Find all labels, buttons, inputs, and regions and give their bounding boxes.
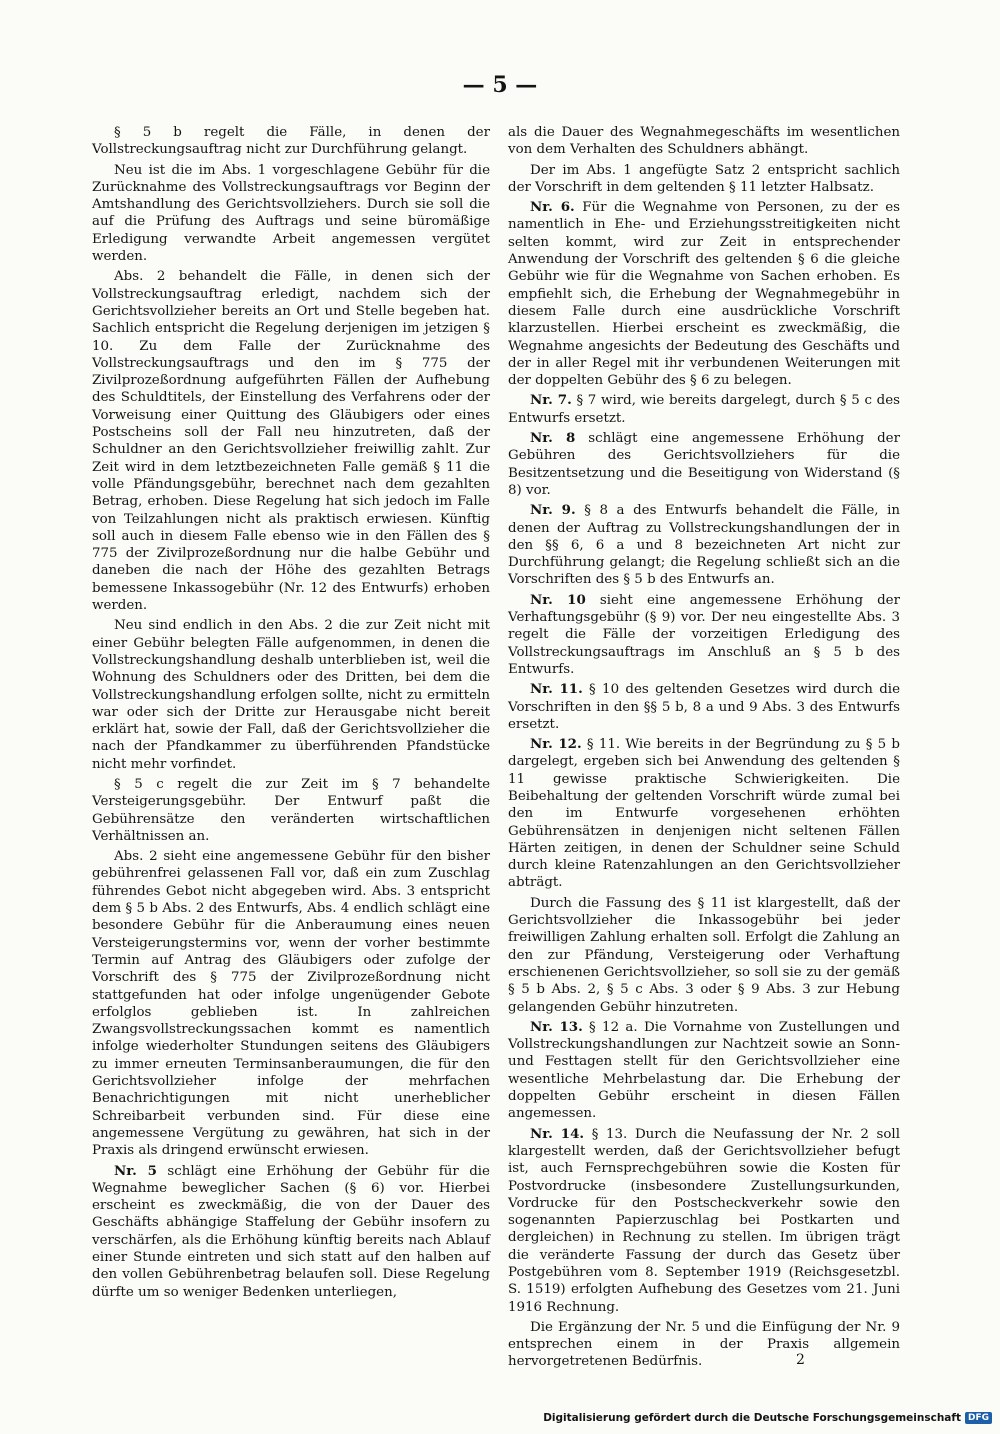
paragraph-nr10 — [508, 592, 900, 678]
paragraph-nr14 — [508, 1126, 900, 1316]
footer-credit — [543, 1412, 992, 1424]
dfg-logo: DFG — [965, 1412, 992, 1424]
paragraph-continuation: als die Dauer des Wegnahmegeschäfts im wesentlichen von dem Verhalten des Schuldners abhängt. — [508, 125, 900, 158]
item-text: § 13. Durch die Neufassung der Nr. 2 soll klargestellt werden, daß der Gerichtsvollzieher befugt ist, auch Fernsprechgebühren sowie die Kosten für Postvordrucke (insbesondere Zustellungsurkunden, Vordrucke für den Postscheckverkehr sowie den sogenannten Papierzuschlag bei Postkarten und dergleichen) in Rechnung zu stellen. Im übrigen trägt die veränderte Fassung der durch das Gesetz über Postgebühren vom 8. September 1919 (Reichsgesetzbl. S. 1519) erfolgten Aufhebung des Gesetzes vom 21. Juni 1916 Rechnung. — [508, 1126, 900, 1315]
paragraph-5c: § 5 c regelt die zur Zeit im § 7 behandelte Versteigerungsgebühr. Der Entwurf paßt die Gebührensätze den veränderten wirtschaftlichen Verhältnissen an. — [92, 776, 490, 844]
item-label: Nr. 7. — [530, 392, 572, 409]
paragraph-5b-abs2: Abs. 2 behandelt die Fälle, in denen sich der Vollstreckungsauftrag erledigt, nachdem sich der Gerichtsvollzieher bereits an Ort und Stelle begeben hat. Sachlich entspricht die Regelung derjenigen im jetzigen § 10. Zu dem Falle der Zurücknahme des Vollstreckungsauftrags und den im § 775 der Zivilprozeßordnung aufgeführten Fällen der Aufhebung des Schuldtitels, der Einstellung des Verfahrens oder der Vorweisung einer Quittung des Gläubigers oder eines Postscheins soll der Fall neu hinzutreten, daß der Schuldner an den Gerichtsvollzieher freiwillig zahlt. Zur Zeit wird in dem letztbezeichneten Falle gemäß § 11 die volle Pfändungsgebühr, berechnet nach dem gezahlten Betrag, erhoben. Diese Regelung hat sich jedoch im Falle von Teilzahlungen nicht als praktisch erwiesen. Künftig soll auch in diesem Falle ebenso wie in den Fällen des § 775 der Zivilprozeßordnung nur die halbe Gebühr und daneben die nach der Höhe des gezahlten Betrags bemessene Inkassogebühr (Nr. 12 des Entwurfs) erhoben werden. — [92, 269, 490, 614]
paragraph-nr13 — [508, 1019, 900, 1123]
item-label: Nr. 13. — [530, 1018, 583, 1035]
right-column — [508, 124, 900, 1374]
paragraph-nr11 — [508, 681, 900, 733]
paragraph-5b-neu: Neu sind endlich in den Abs. 2 die zur Zeit nicht mit einer Gebühr belegten Fälle aufgenommen, in denen die Vollstreckungshandlung deshalb unterblieben ist, weil die Wohnung des Schuldners oder des Dritten, bei dem die Vollstreckungshandlung erfolgen sollte, nicht zu ermitteln war oder sich der Dritte zur Herausgabe nicht bereit erklärt hat, sowie der Fall, daß der Gerichtsvollzieher die nach der Pfandkammer zu überführenden Pfandstücke nicht mehr vorfindet. — [92, 618, 490, 772]
paragraph-5b: § 5 b regelt die Fälle, in denen der Vollstreckungsauftrag nicht zur Durchführung gelangt. — [92, 125, 490, 158]
item-text: § 8 a des Entwurfs behandelt die Fälle, in denen der Auftrag zu Vollstreckungshandlungen der in den §§ 6, 6 a und 8 bezeichneten Art nicht zur Durchführung gelangt; die Regelung schließt sich an die Vorschriften des § 5 b des Entwurfs an. — [508, 503, 900, 588]
item-label: Nr. 11. — [530, 681, 583, 698]
item-label: Nr. 12. — [530, 736, 582, 753]
paragraph-nr5 — [92, 1163, 490, 1301]
item-label: Nr. 14. — [530, 1125, 585, 1142]
item-text: sieht eine angemessene Erhöhung der Verhaftungsgebühr (§ 9) vor. Der neu eingestellte Abs. 3 regelt die Fälle der vorzeitigen Erledigung des Vollstreckungsauftrags im Anschluß an § 5 b des Entwurfs. — [508, 592, 900, 677]
paragraph-5b-abs1: Neu ist die im Abs. 1 vorgeschlagene Gebühr für die Zurücknahme des Vollstreckungsauftrags vor Beginn der Amtshandlung des Gerichtsvollziehers. Durch sie soll die auf die Prüfung des Auftrags und seine büromäßige Erledigung verwandte Arbeit angemessen vergütet werden. — [92, 162, 490, 265]
paragraph-5c-abs2: Abs. 2 sieht eine angemessene Gebühr für den bisher gebührenfrei gelassenen Fall vor, daß ein zum Zuschlag führendes Gebot nicht abgegeben wird. Abs. 3 entspricht dem § 5 b Abs. 2 des Entwurfs, Abs. 4 endlich schlägt eine besondere Gebühr für die Anberaumung eines neuen Versteigerungstermins vor, wenn der vorher bestimmte Termin auf Antrag des Gläubigers oder zufolge der Vorschrift des § 775 der Zivilprozeßordnung nicht stattgefunden hat oder infolge ungenügender Gebote erfolglos geblieben ist. In zahlreichen Zwangsvollstreckungssachen kommt es namentlich infolge wiederholter Stundungen seitens des Gläubigers zu immer erneuten Terminsanberaumungen, die für den Gerichtsvollzieher infolge der mehrfachen Benachrichtigungen mit nicht unerheblicher Schreibarbeit verbunden sind. Für diese eine angemessene Vergütung zu gewähren, hat sich in der Praxis als dringend erwünscht erwiesen. — [92, 849, 490, 1159]
item-text: § 10 des geltenden Gesetzes wird durch die Vorschriften in den §§ 5 b, 8 a und 9 Abs. 3 des Entwurfs ersetzt. — [508, 682, 901, 732]
paragraph-ergaenzung: Die Ergänzung der Nr. 5 und die Einfügung der Nr. 9 entsprechen einem in der Praxis allgemein hervorgetretenen Bedürfnis. — [508, 1319, 900, 1370]
item-text: schlägt eine angemessene Erhöhung der Gebühren des Gerichtsvollziehers für die Besitzentsetzung und die Beseitigung von Widerstand (§ 8) vor. — [508, 431, 900, 498]
paragraph-nr6 — [508, 199, 900, 389]
paragraph-nr8 — [508, 430, 900, 499]
paragraph-nr12-fassung: Durch die Fassung des § 11 ist klargestellt, daß der Gerichtsvollzieher die Inkassogebühr bei jeder freiwilligen Zahlung erhalten soll. Erfolgt die Zahlung an den zur Pfändung, Versteigerung oder Verhaftung erschienenen Gerichtsvollzieher, so soll sie zu der gemäß § 5 b Abs. 2, § 5 c Abs. 3 oder § 9 Abs. 3 zur Hebung gelangenden Gebühr hinzutreten. — [508, 895, 900, 1015]
item-text: schlägt eine Erhöhung der Gebühr für die Wegnahme beweglicher Sachen (§ 6) vor. Hierbei erscheint es zweckmäßig, die von der Dauer des Geschäfts abhängige Staffelung der Gebühr insofern zu verschärfen, als die Erhöhung künftig bereits nach Ablauf einer Stunde eintreten und sich statt auf den halben auf den vollen Gebührenbetrag belaufen soll. Diese Regelung dürfte um so weniger Bedenken unterliegen, — [92, 1163, 490, 1300]
item-label: Nr. 6. — [530, 199, 575, 216]
item-text: Für die Wegnahme von Personen, zu der es namentlich in Ehe- und Erziehungsstreitigkeiten nicht selten kommt, wird zur Zeit in entsprechender Anwendung der Vorschrift des geltenden § 6 die gleiche Gebühr wie für die Wegnahme von Sachen erhoben. Es empfiehlt sich, die Erhebung der Wegnahmegebühr in diesem Falle durch eine ausdrückliche Vorschrift klarzustellen. Hierbei erscheint es zweckmäßig, die Wegnahme angesichts der Bedeutung des Geschäfts und der in aller Regel mit ihr verbundenen Weiterungen mit der doppelten Gebühr des § 6 zu belegen. — [508, 200, 900, 389]
page-number: — 5 — — [462, 72, 538, 98]
sheet-mark: 2 — [796, 1352, 805, 1368]
item-label: Nr. 10 — [530, 591, 586, 608]
item-label: Nr. 8 — [530, 430, 576, 447]
item-text: § 12 a. Die Vornahme von Zustellungen und Vollstreckungshandlungen zur Nachtzeit sowie an Sonn- und Festtagen stellt für den Gerichtsvollzieher eine wesentliche Mehrbelastung dar. Die Erhebung der doppelten Gebühr erscheint in diesen Fällen angemessen. — [508, 1019, 901, 1122]
paragraph-satz2: Der im Abs. 1 angefügte Satz 2 entspricht sachlich der Vorschrift in dem geltenden § 11 letzter Halbsatz. — [508, 162, 900, 195]
paragraph-nr7 — [508, 392, 900, 427]
paragraph-nr9 — [508, 502, 900, 588]
footer-text: Digitalisierung gefördert durch die Deutsche Forschungsgemeinschaft — [543, 1412, 961, 1424]
paragraph-nr12 — [508, 736, 900, 892]
item-label: Nr. 5 — [114, 1162, 157, 1179]
item-text: § 11. Wie bereits in der Begründung zu § 5 b dargelegt, ergeben sich bei Anwendung des geltenden § 11 gewisse praktische Schwierigkeiten. Die Beibehaltung der geltenden Vorschrift würde zumal bei den im Entwurfe vorgesehenen erhöhten Gebührensätzen in denjenigen nicht seltenen Fällen Härten zeitigen, in denen der Schuldner seine Schuld durch kleine Ratenzahlungen an den Gerichtsvollzieher abträgt. — [508, 737, 900, 891]
item-label: Nr. 9. — [530, 502, 576, 519]
left-column — [92, 124, 490, 1304]
item-text: § 7 wird, wie bereits dargelegt, durch § 5 c des Entwurfs ersetzt. — [508, 393, 900, 426]
